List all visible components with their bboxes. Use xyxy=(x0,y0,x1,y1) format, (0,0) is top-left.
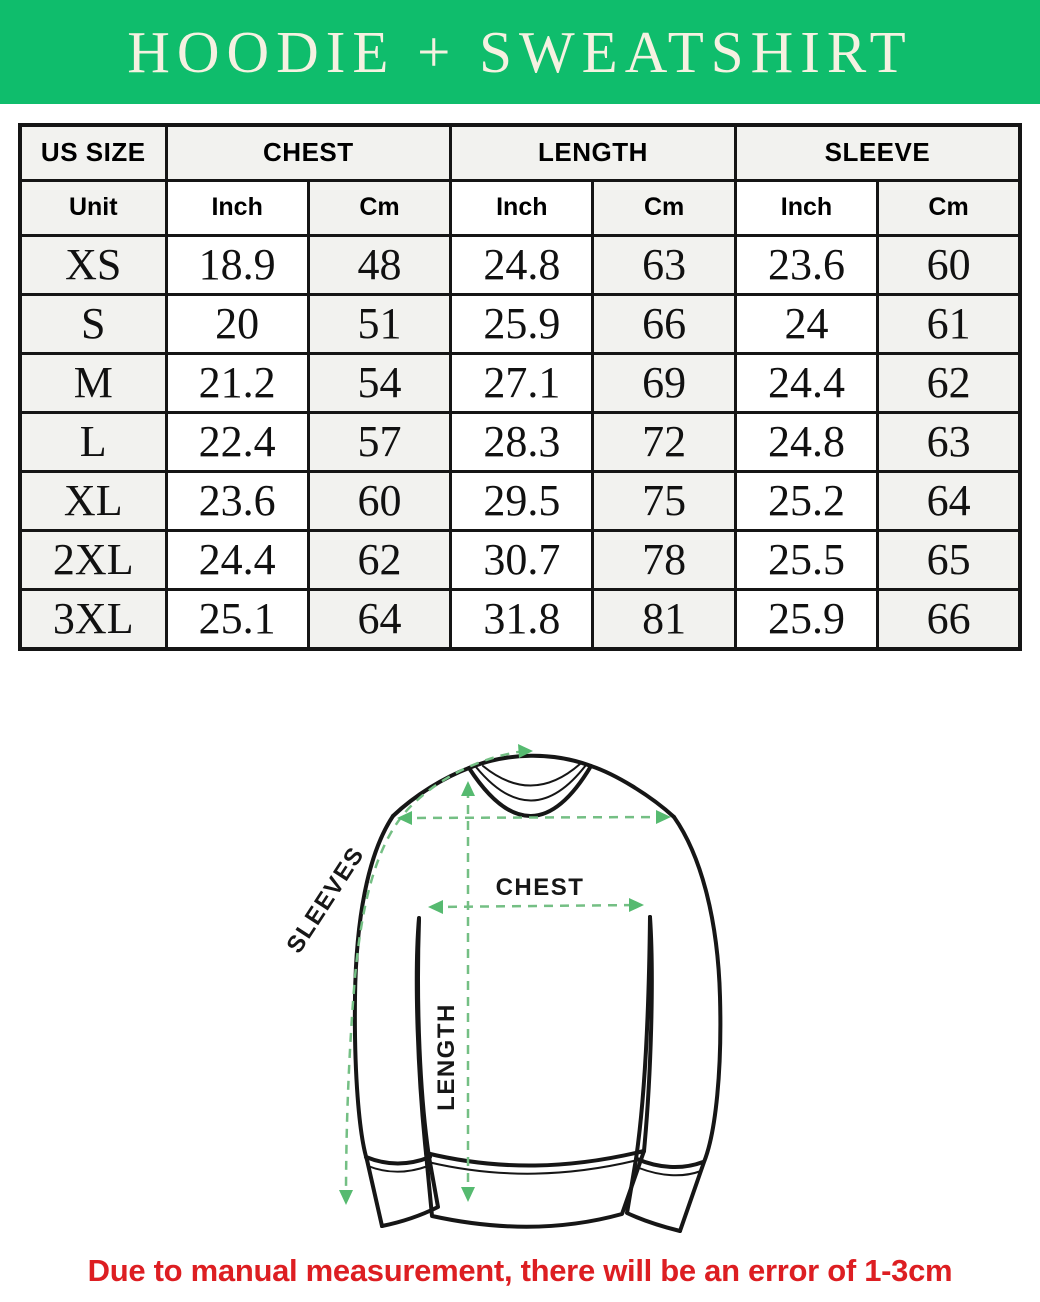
length-cm-value: 63 xyxy=(593,235,735,294)
chest-inch-value: 18.9 xyxy=(166,235,308,294)
sleeve-inch-value: 25.9 xyxy=(735,589,877,649)
size-label: 3XL xyxy=(20,589,166,649)
length-cm-value: 66 xyxy=(593,294,735,353)
sleeve-cm-value: 61 xyxy=(878,294,1020,353)
table-row-xs xyxy=(20,235,1020,294)
size-label: XS xyxy=(20,235,166,294)
sweatshirt-outline xyxy=(355,755,721,1230)
size-chart-table xyxy=(18,123,1022,651)
chest-inch-value: 23.6 xyxy=(166,471,308,530)
table-row-3xl xyxy=(20,589,1020,649)
title-banner xyxy=(0,0,1040,104)
sleeve-inch-header: Inch xyxy=(735,180,877,235)
chest-inch-value: 22.4 xyxy=(166,412,308,471)
sleeves-label: SLEEVES xyxy=(281,841,371,958)
sleeve-inch-value: 24.8 xyxy=(735,412,877,471)
sleeve-cm-value: 65 xyxy=(878,530,1020,589)
sleeve-cm-header: Cm xyxy=(878,180,1020,235)
length-cm-header: Cm xyxy=(593,180,735,235)
page-title: HOODIE + SWEATSHIRT xyxy=(127,18,913,85)
unit-header: Unit xyxy=(20,180,166,235)
length-cm-value: 69 xyxy=(593,353,735,412)
sleeve-cm-value: 64 xyxy=(878,471,1020,530)
size-label: L xyxy=(20,412,166,471)
chest-measure-line xyxy=(432,905,640,907)
length-cm-value: 75 xyxy=(593,471,735,530)
length-cm-value: 81 xyxy=(593,589,735,649)
length-inch-value: 31.8 xyxy=(451,589,593,649)
sleeve-inch-value: 24.4 xyxy=(735,353,877,412)
sleeve-cm-value: 63 xyxy=(878,412,1020,471)
measurement-disclaimer: Due to manual measurement, there will be an error of 1-3cm xyxy=(87,1252,953,1288)
size-label: XL xyxy=(20,471,166,530)
length-inch-value: 24.8 xyxy=(451,235,593,294)
length-inch-value: 28.3 xyxy=(451,412,593,471)
length-inch-value: 25.9 xyxy=(451,294,593,353)
sweatshirt-diagram-svg xyxy=(270,707,770,1237)
length-inch-header: Inch xyxy=(451,180,593,235)
chest-cm-value: 54 xyxy=(308,353,450,412)
length-inch-value: 29.5 xyxy=(451,471,593,530)
sleeve-cm-value: 60 xyxy=(878,235,1020,294)
shoulder-measure-line xyxy=(401,817,667,818)
measure-arrowheads xyxy=(339,744,671,1205)
sleeve-inch-value: 25.2 xyxy=(735,471,877,530)
chest-cm-value: 64 xyxy=(308,589,450,649)
length-inch-value: 27.1 xyxy=(451,353,593,412)
length-cm-value: 78 xyxy=(593,530,735,589)
table-row-xl xyxy=(20,471,1020,530)
column-header-sleeve: SLEEVE xyxy=(735,125,1020,180)
table-unit-header-row xyxy=(20,180,1020,235)
column-header-chest: CHEST xyxy=(166,125,451,180)
table-row-m xyxy=(20,353,1020,412)
table-row-s xyxy=(20,294,1020,353)
sleeve-inch-value: 24 xyxy=(735,294,877,353)
sleeve-inch-value: 23.6 xyxy=(735,235,877,294)
size-label: S xyxy=(20,294,166,353)
table-row-2xl xyxy=(20,530,1020,589)
column-header-length: LENGTH xyxy=(451,125,736,180)
chest-inch-value: 21.2 xyxy=(166,353,308,412)
chest-inch-header: Inch xyxy=(166,180,308,235)
column-header-us-size: US SIZE xyxy=(20,125,166,180)
chest-label: CHEST xyxy=(495,873,585,901)
sleeve-cm-value: 66 xyxy=(878,589,1020,649)
length-cm-value: 72 xyxy=(593,412,735,471)
sleeve-cm-value: 62 xyxy=(878,353,1020,412)
sweatshirt-measurement-diagram xyxy=(270,707,770,1237)
size-label: M xyxy=(20,353,166,412)
chest-cm-value: 60 xyxy=(308,471,450,530)
chest-cm-value: 51 xyxy=(308,294,450,353)
length-inch-value: 30.7 xyxy=(451,530,593,589)
chest-cm-value: 62 xyxy=(308,530,450,589)
table-row-l xyxy=(20,412,1020,471)
table-group-header-row xyxy=(20,125,1020,180)
chest-cm-value: 48 xyxy=(308,235,450,294)
chest-inch-value: 20 xyxy=(166,294,308,353)
chest-inch-value: 25.1 xyxy=(166,589,308,649)
sleeve-inch-value: 25.5 xyxy=(735,530,877,589)
chest-inch-value: 24.4 xyxy=(166,530,308,589)
chest-cm-header: Cm xyxy=(308,180,450,235)
size-label: 2XL xyxy=(20,530,166,589)
chest-cm-value: 57 xyxy=(308,412,450,471)
length-label: LENGTH xyxy=(433,1002,460,1111)
